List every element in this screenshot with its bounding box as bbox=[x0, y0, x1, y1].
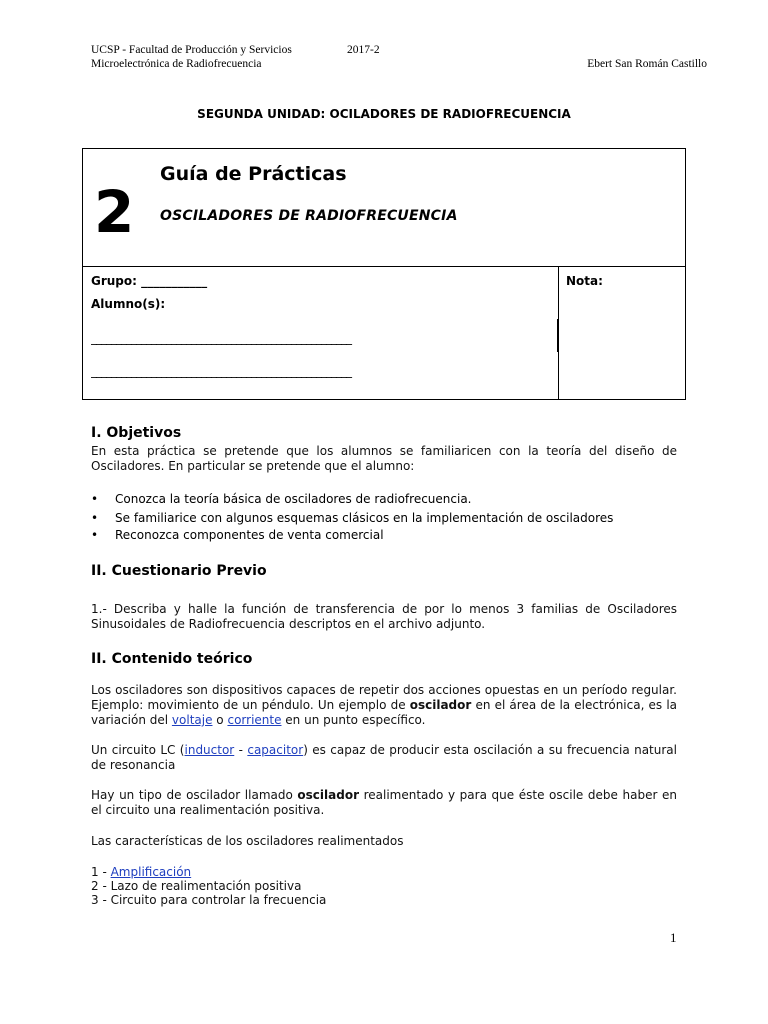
p2-text-b: - bbox=[234, 743, 248, 757]
bullet-icon: • bbox=[91, 528, 99, 542]
link-corriente[interactable]: corriente bbox=[227, 713, 282, 727]
p3-bold: oscilador bbox=[297, 788, 359, 802]
contenido-paragraph-1 bbox=[91, 683, 677, 728]
list-item: 2 - Lazo de realimentación positiva bbox=[91, 879, 302, 893]
list-item bbox=[91, 865, 677, 880]
unit-title: SEGUNDA UNIDAD: OCILADORES DE RADIOFRECUENCIA bbox=[197, 107, 571, 121]
alumno-line-2: ____________________________________________________ bbox=[91, 364, 351, 378]
p3-text-b: realimentado y para que éste oscile debe haber en el circuito una realimentación positiva. bbox=[91, 788, 677, 817]
bullet-icon: • bbox=[91, 492, 99, 506]
contenido-paragraph-3 bbox=[91, 788, 677, 818]
p1-text-a: Los osciladores son dispositivos capaces de repetir dos acciones opuestas en un período regular. Ejemplo: movimiento de un péndulo. Un ejemplo de bbox=[91, 683, 677, 712]
objetivos-heading: I. Objetivos bbox=[91, 425, 182, 441]
header-institution: UCSP - Facultad de Producción y Servicios bbox=[91, 44, 292, 56]
cuestionario-heading: II. Cuestionario Previo bbox=[91, 563, 267, 579]
header-course: Microelectrónica de Radiofrecuencia bbox=[91, 58, 262, 70]
list-item-text: Reconozca componentes de venta comercial bbox=[115, 528, 384, 542]
objetivos-intro: En esta práctica se pretende que los alumnos se familiaricen con la teoría del diseño de Osciladores. En particular se pretende que el alumno: bbox=[91, 444, 677, 473]
grupo-label: Grupo: ___________ bbox=[91, 274, 208, 288]
practice-number: 2 bbox=[94, 178, 135, 246]
alumno-line-1: ____________________________________________________ bbox=[91, 331, 351, 345]
p2-text-a: Un circuito LC ( bbox=[91, 743, 185, 757]
list-item: 3 - Circuito para controlar la frecuencia bbox=[91, 893, 327, 907]
p1-text-d: en un punto específico. bbox=[281, 713, 426, 727]
link-voltaje[interactable]: voltaje bbox=[171, 713, 213, 727]
p1-text-c: o bbox=[212, 713, 228, 727]
box-divider-mark bbox=[557, 319, 559, 352]
list-prefix: 1 - bbox=[91, 865, 111, 879]
header-year: 2017-2 bbox=[347, 44, 380, 56]
alumnos-label: Alumno(s): bbox=[91, 297, 166, 311]
practice-box bbox=[82, 148, 686, 400]
contenido-paragraph-2 bbox=[91, 743, 677, 773]
p1-text-b: en el área de la electrónica, es la variación del bbox=[91, 698, 677, 727]
link-inductor[interactable]: inductor bbox=[184, 743, 235, 757]
p2-text-c: ) es capaz de producir esta oscilación a su frecuencia natural de resonancia bbox=[91, 743, 677, 772]
list-item-text: Se familiarice con algunos esquemas clásicos en la implementación de osciladores bbox=[115, 511, 614, 525]
contenido-paragraph-4: Las características de los osciladores realimentados bbox=[91, 834, 404, 848]
practice-title: Guía de Prácticas bbox=[160, 163, 347, 185]
p3-text-a: Hay un tipo de oscilador llamado bbox=[91, 788, 298, 802]
practice-subtitle: OSCILADORES DE RADIOFRECUENCIA bbox=[160, 208, 458, 224]
nota-label: Nota: bbox=[566, 274, 603, 288]
header-author: Ebert San Román Castillo bbox=[587, 58, 707, 70]
cuestionario-text: 1.- Describa y halle la función de transferencia de por lo menos 3 familias de Osciladores Sinusoidales de Radiofrecuencia descriptos en el archivo adjunto. bbox=[91, 602, 677, 631]
link-amplificacion[interactable]: Amplificación bbox=[110, 865, 192, 879]
page-number: 1 bbox=[670, 930, 677, 945]
p1-bold: oscilador bbox=[409, 698, 472, 712]
practice-box-header bbox=[83, 149, 685, 267]
list-item-text: Conozca la teoría básica de osciladores de radiofrecuencia. bbox=[115, 492, 472, 506]
bullet-icon: • bbox=[91, 511, 99, 525]
contenido-heading: II. Contenido teórico bbox=[91, 651, 253, 667]
link-capacitor[interactable]: capacitor bbox=[247, 743, 304, 757]
